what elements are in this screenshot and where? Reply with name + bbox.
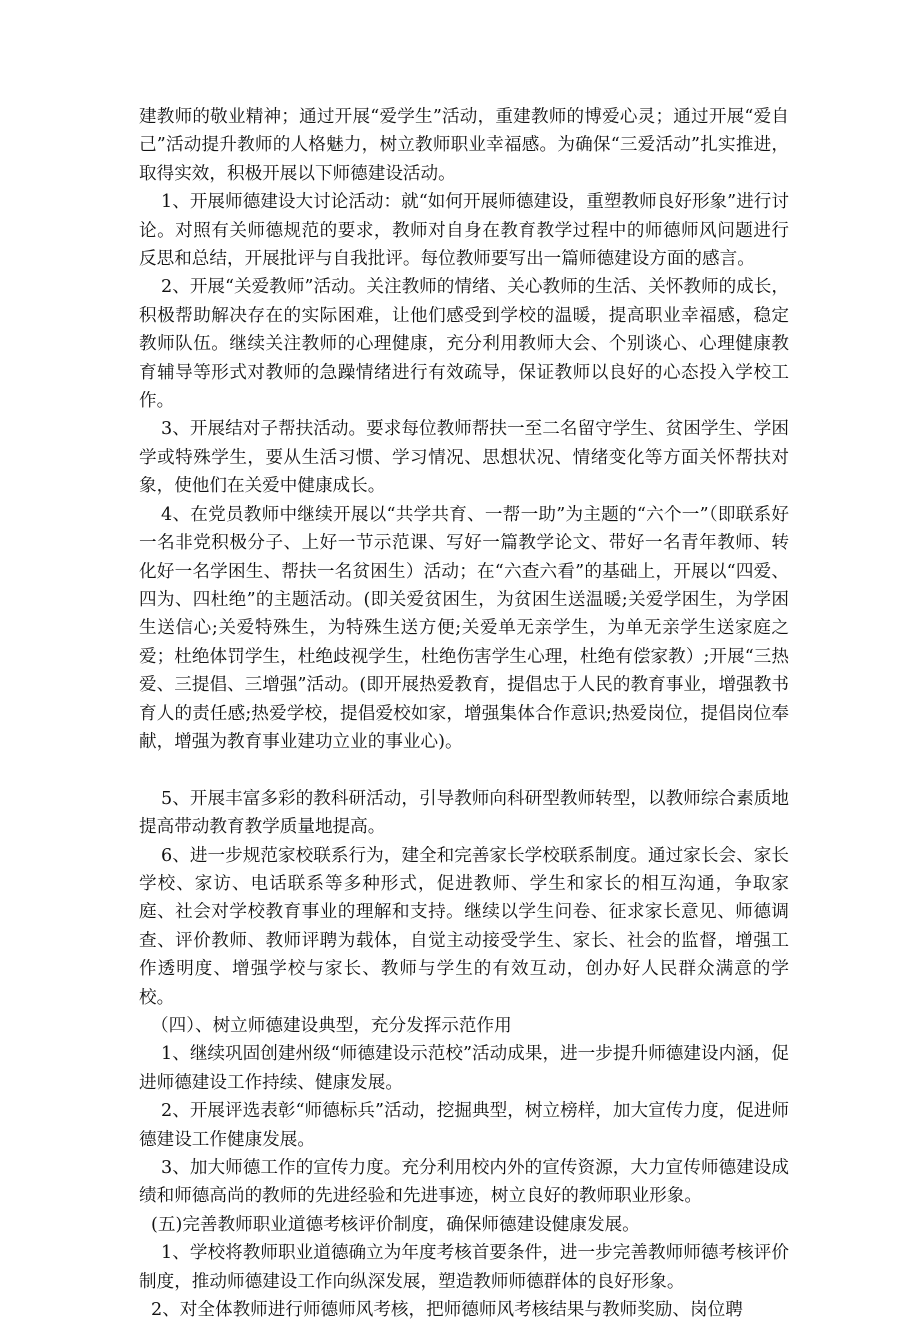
paragraph-item-2-care-teachers: 2、开展“关爱教师”活动。关注教师的情绪、关心教师的生活、关怀教师的成长，积极帮助解决存在的实际困难，让他们感受到学校的温暖，提高职业幸福感，稳定教师队伍。继续关注教师的心理健康，充分利用教师大会、个别谈心、心理健康教育辅导等形式对教师的急躁情绪进行有效疏导，保证教师以良好的心态投入学校工作。 [139,277,789,412]
paragraph-4-item-2: 2、开展评选表彰“师德标兵”活动，挖掘典型，树立榜样，加大宣传力度，促进师德建设工作健康发展。 [139,1101,789,1150]
paragraph-gap [139,756,789,784]
document-page [139,103,789,1324]
paragraph-intro-continued: 建教师的敬业精神；通过开展“爱学生”活动，重建教师的博爱心灵；通过开展“爱自己”活动提升教师的人格魅力，树立教师职业幸福感。为确保“三爱活动”扎实推进，取得实效，积极开展以下师德建设活动。 [139,107,789,184]
paragraph-5-item-2: 2、对全体教师进行师德师风考核，把师德师风考核结果与教师奖励、岗位聘 [151,1300,743,1321]
paragraph-item-5-research: 5、开展丰富多彩的教科研活动，引导教师向科研型教师转型，以教师综合素质地提高带动教育教学质量地提高。 [139,788,789,838]
paragraph-item-6-home-school: 6、进一步规范家校联系行为，建全和完善家长学校联系制度。通过家长会、家长学校、家访、电话联系等多种形式，促进教师、学生和家长的相互沟通，争取家庭、社会对学校教育事业的理解和支持。继续以学生问卷、征求家长意见、师德调查、评价教师、教师评聘为载体，自觉主动接受学生、家长、社会的监督，增强工作透明度、增强学校与家长、教师与学生的有效互动，创办好人民群众满意的学校。 [139,845,789,1008]
section-heading-4: （四）、树立师德建设典型，充分发挥示范作用 [151,1015,512,1036]
section-heading-5: (五)完善教师职业道德考核评价制度，确保师德建设健康发展。 [151,1214,640,1235]
paragraph-4-item-3: 3、加大师德工作的宣传力度。充分利用校内外的宣传资源，大力宣传师德建设成绩和师德高尚的教师的先进经验和先进事迹，树立良好的教师职业形象。 [139,1158,789,1207]
paragraph-item-4-party-members: 4、在党员教师中继续开展以“共学共育、一帮一助”为主题的“六个一”（即联系好一名非党积极分子、上好一节示范课、写好一篇教学论文、带好一名青年教师、转化好一名学困生、帮扶一名贫困生）活动；在“六查六看”的基础上，开展以“四爱、四为、四杜绝”的主题活动。(即关爱贫困生，为贫困生送温暖;关爱学困生，为学困生送信心;关爱特殊生，为特殊生送方便;关爱单无亲学生，为单无亲学生送家庭之爱；杜绝体罚学生，杜绝歧视学生，杜绝伤害学生心理，杜绝有偿家教）;开展“三热爱、三提倡、三增强”活动。(即开展热爱教育，提倡忠于人民的教育事业，增强教书育人的责任感;热爱学校，提倡爱校如家，增强集体合作意识;热爱岗位，提倡岗位奉献，增强为教育事业建功立业的事业心)。 [139,504,789,752]
paragraph-5-item-1: 1、学校将教师职业道德确立为年度考核首要条件，进一步完善教师师德考核评价制度，推动师德建设工作向纵深发展，塑造教师师德群体的良好形象。 [139,1243,789,1292]
paragraph-item-3-pairing: 3、开展结对子帮扶活动。要求每位教师帮扶一至二名留守学生、贫困学生、学困学或特殊学生，要从生活习惯、学习情况、思想状况、情绪变化等方面关怀帮扶对象，使他们在关爱中健康成长。 [139,419,789,497]
paragraph-item-1-discussion: 1、开展师德建设大讨论活动：就“如何开展师德建设，重塑教师良好形象”进行讨论。对照有关师德规范的要求，教师对自身在教育教学过程中的师德师风问题进行反思和总结，开展批评与自我批评。每位教师要写出一篇师德建设方面的感言。 [139,192,789,270]
paragraph-4-item-1: 1、继续巩固创建州级“师德建设示范校”活动成果，进一步提升师德建设内涵，促进师德建设工作持续、健康发展。 [139,1044,789,1093]
